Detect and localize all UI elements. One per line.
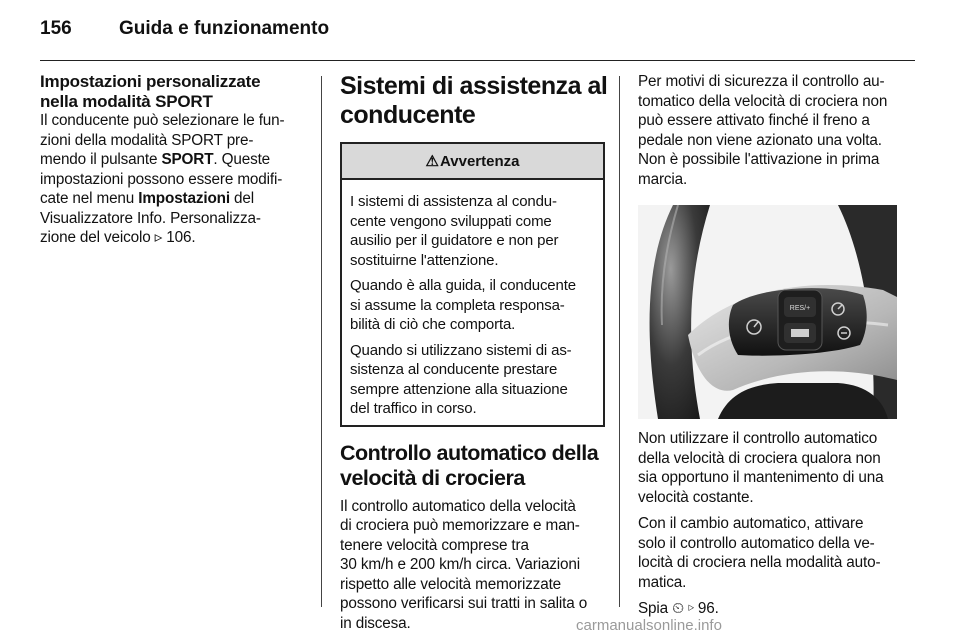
steering-wheel-controls-photo: [638, 205, 897, 419]
warning-paragraph-2: Quando è alla guida, il conducente si assume la completa responsa- bilità di ciò che comporta.: [350, 277, 576, 333]
warning-box: [340, 142, 605, 427]
warning-paragraph-1: I sistemi di assistenza al condu- cente vengono sviluppati come ausilio per il guidatore e non per sostituirne l'attenzione.: [350, 193, 559, 269]
page-number: 156: [40, 18, 72, 39]
automatic-gearbox-paragraph: Con il cambio automatico, attivare solo il controllo automatico della ve- locità di crociera nella modalità auto- matica.: [638, 515, 881, 591]
safety-paragraph: Per motivi di sicurezza il controllo au- tomatico della velocità di crociera non può essere attivato finché il freno a pedale non viene azionato una volta. Non è possibile l'attivazione in prima marcia.: [638, 73, 888, 188]
watermark: carmanualsonline.info: [576, 617, 722, 634]
column-divider-1: [321, 76, 322, 607]
warning-paragraph-3: Quando si utilizzano sistemi di as- sistenza al conducente prestare sempre attenzione alla situazione del traffico in corso.: [350, 341, 572, 417]
res-button-label: RES/+: [789, 305, 811, 312]
cruise-control-indicator-icon: ⏲: [672, 600, 684, 617]
column-1: [40, 72, 305, 255]
constant-speed-paragraph: Non utilizzare il controllo automatico della velocità di crociera qualora non sia opportuno il mantenimento di una velocità costante.: [638, 430, 884, 506]
warning-triangle-icon: ⚠: [425, 153, 439, 170]
chapter-section-title: Sistemi di assistenza al conducente: [340, 72, 608, 129]
settings-menu-name: Impostazioni: [138, 190, 230, 207]
sport-paragraph: Il conducente può selezionare le fun- zioni della modalità SPORT pre- mendo il pulsante SPORT. Queste impostazioni possono essere modifi- cate nel menu Impostazioni del Visualizzatore Info. Personalizza- zione del veicolo ▹ 106.: [40, 112, 285, 246]
warning-label: Avvertenza: [439, 152, 520, 170]
header-divider: [40, 60, 915, 61]
column-2: [340, 72, 608, 640]
chapter-title: Guida e funzionamento: [119, 18, 330, 39]
warning-body: [342, 180, 603, 419]
page-reference-arrow-icon: ▹: [688, 600, 694, 617]
page-reference-arrow-icon: ▹: [154, 229, 163, 246]
column-3: [638, 72, 913, 626]
column-divider-2: [619, 76, 620, 607]
warning-header: [342, 144, 603, 180]
cruise-control-heading: Controllo automatico della velocità di crociera: [340, 440, 599, 490]
indicator-reference: Spia ⏲ ▹ 96.: [638, 600, 719, 617]
cruise-control-paragraph: Il controllo automatico della velocità di crociera può memorizzare e man- tenere velocità comprese tra 30 km/h e 200 km/h circa. Variazioni rispetto alle velocità memorizzate possono verificarsi sui tratti in salita o in discesa.: [340, 497, 588, 632]
section-heading-sport: Impostazioni personalizzate nella modalità SPORT: [40, 72, 261, 111]
sport-button-name: SPORT: [161, 151, 214, 168]
